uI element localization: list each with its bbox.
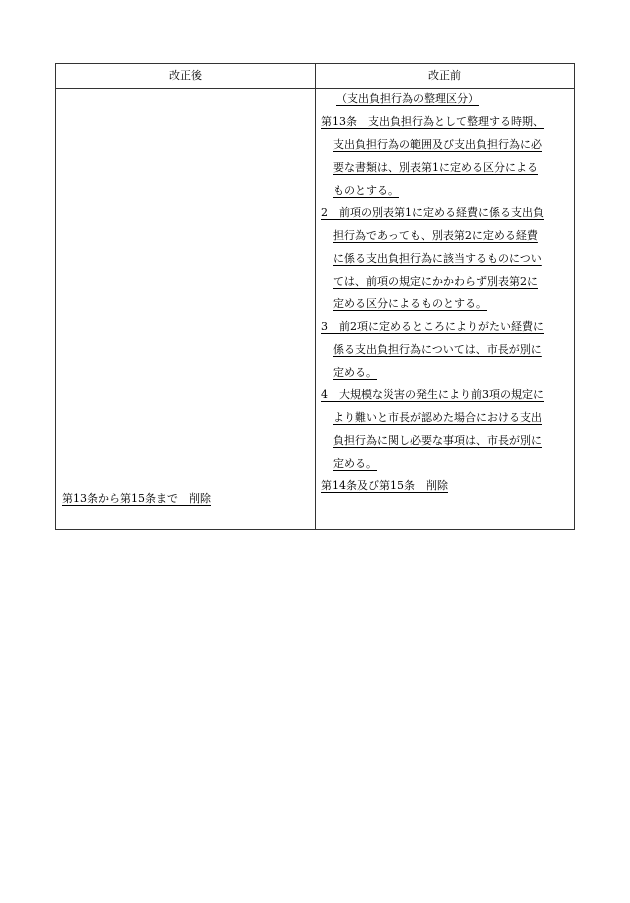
before-line: 4 大規模な災害の発生により前3項の規定に bbox=[321, 388, 544, 401]
before-line: （支出負担行為の整理区分） bbox=[336, 92, 479, 105]
before-line: 担行為であっても、別表第2に定める経費 bbox=[333, 229, 538, 242]
column-before bbox=[316, 89, 574, 529]
before-line: に係る支出負担行為に該当するものについ bbox=[333, 252, 542, 265]
before-line: ては、前項の規定にかかわらず別表第2に bbox=[333, 275, 538, 288]
before-line: 2 前項の別表第1に定める経費に係る支出負 bbox=[321, 206, 544, 219]
before-line: 第14条及び第15条 削除 bbox=[321, 479, 448, 492]
before-line: 第13条 支出負担行為として整理する時期、 bbox=[321, 115, 544, 128]
column-after bbox=[56, 89, 315, 529]
header-after: 改正後 bbox=[56, 64, 315, 89]
before-line: 定める。 bbox=[333, 366, 377, 379]
before-line: 係る支出負担行為については、市長が別に bbox=[333, 343, 542, 356]
header-before: 改正前 bbox=[315, 64, 574, 89]
before-line: 負担行為に関し必要な事項は、市長が別に bbox=[333, 434, 542, 447]
after-deletion-text: 第13条から第15条まで 削除 bbox=[62, 492, 211, 505]
before-line: 3 前2項に定めるところによりがたい経費に bbox=[321, 320, 544, 333]
before-line: 要な書類は、別表第1に定める区分による bbox=[333, 161, 538, 174]
before-line: 支出負担行為の範囲及び支出負担行為に必 bbox=[333, 138, 542, 151]
before-line: 定める区分によるものとする。 bbox=[333, 297, 487, 310]
before-line: ものとする。 bbox=[333, 184, 399, 197]
before-line: 定める。 bbox=[333, 457, 377, 470]
before-line: より難いと市長が認めた場合における支出 bbox=[333, 411, 542, 424]
comparison-table bbox=[55, 63, 575, 530]
